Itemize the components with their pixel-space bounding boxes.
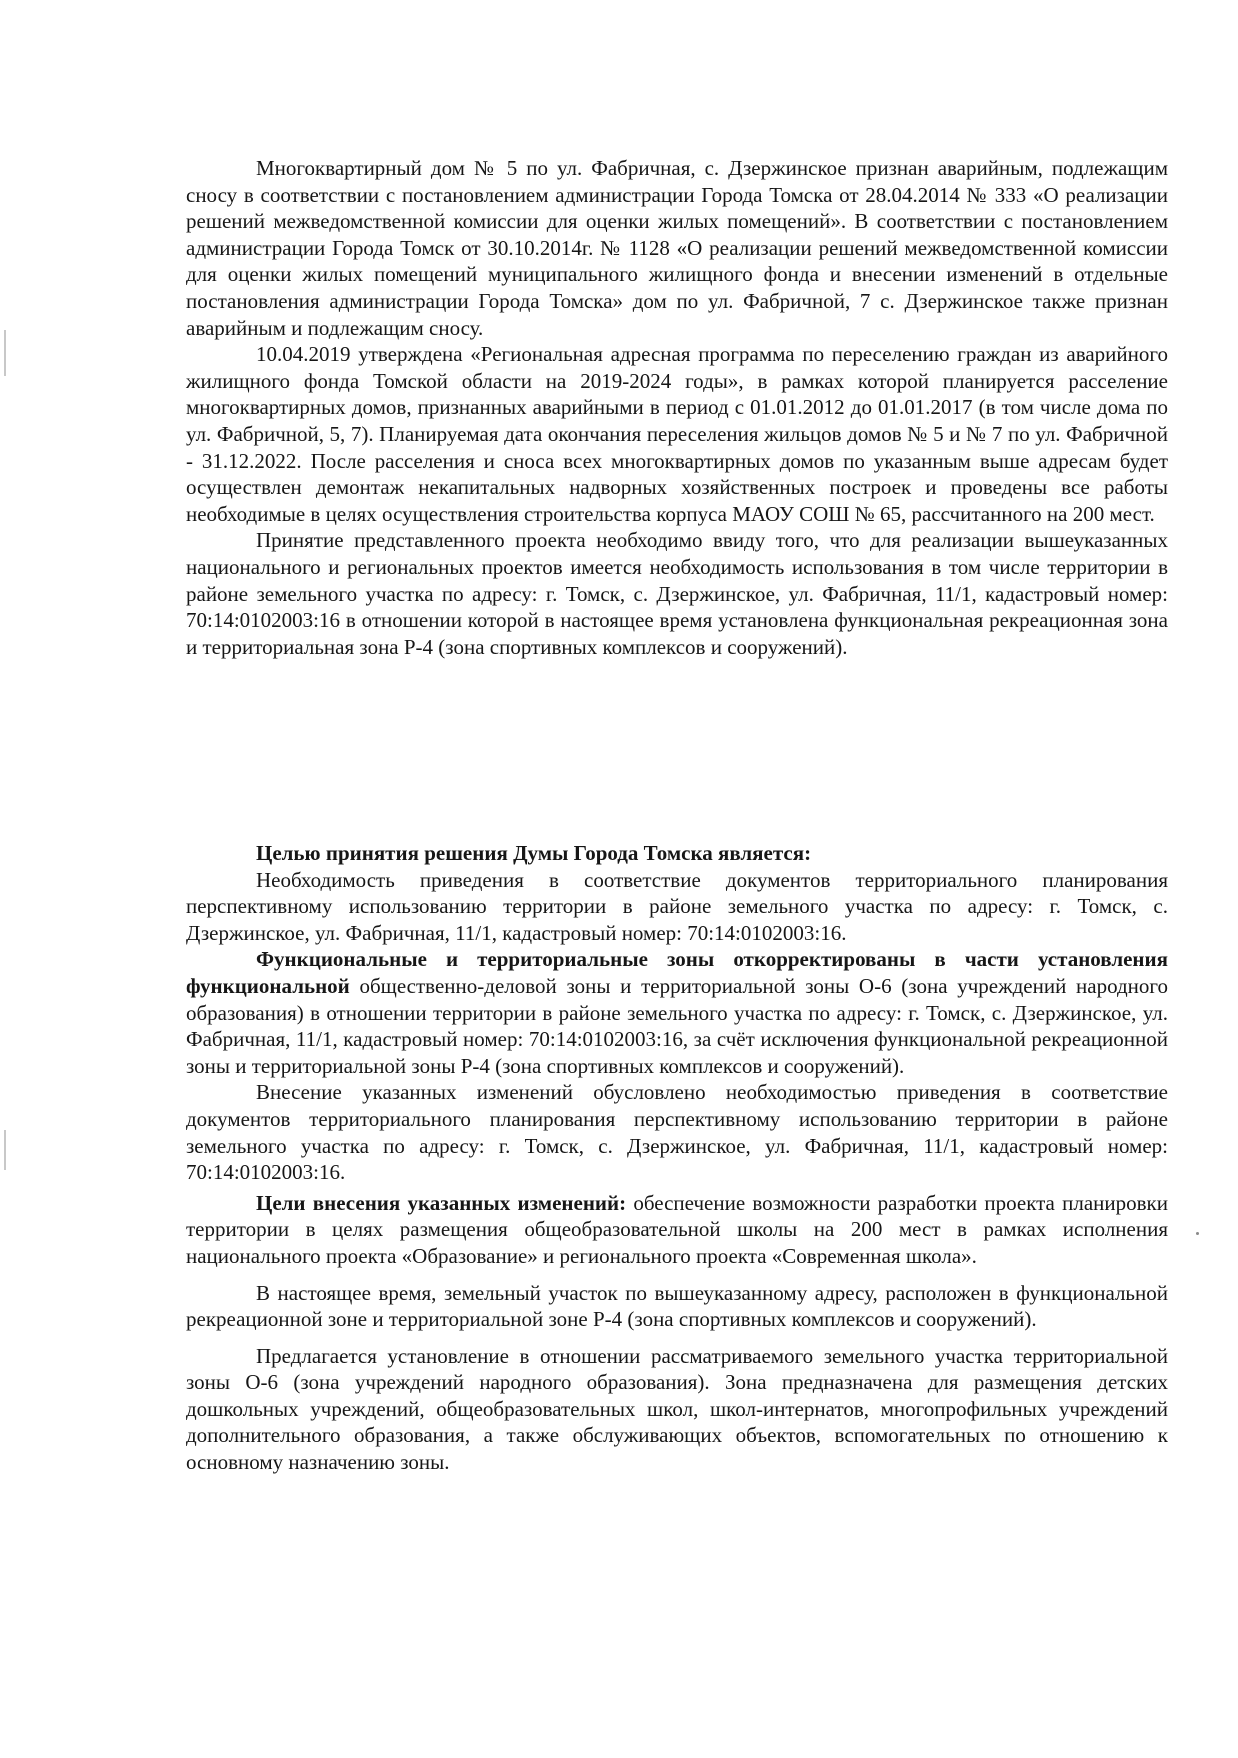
- paragraph-goals-rest: обеспечение возможности разработки проекта планировки территории в целях размещения общеобразовательной школы на 200 мест в рамках исполнения национального проекта «Образование» и регионального проекта «Современная школа».: [186, 1190, 1168, 1268]
- paragraph-necessity: Необходимость приведения в соответствие документов территориального планирования перспективному использованию территории в районе земельного участка по адресу: г. Томск, с. Дзержинское, ул. Фабричная, 11/1, кадастровый номер: 70:14:0102003:16.: [186, 867, 1168, 945]
- paragraph-goals: [186, 1190, 1168, 1270]
- paragraph-zones-bold: Функциональные и территориальные зоны откорректированы в части установления функциональной: [186, 947, 1168, 998]
- paragraph-zones-rest: общественно-деловой зоны и территориальной зоны О-6 (зона учреждений народного образования) в отношении территории в районе земельного участка по адресу: г. Томск, с. Дзержинское, ул. Фабричная, 11/1, кадастровый номер: 70:14:0102003:16, за счёт исключения функциональной рекреационной зоны и территориальной зоны Р-4 (зона спортивных комплексов и сооружений).: [186, 973, 1168, 1078]
- paragraph-goals-bold: Цели внесения указанных изменений:: [256, 1190, 627, 1215]
- paragraph-proposal: Предлагается установление в отношении рассматриваемого земельного участка территориальной зоны О-6 (зона учреждений народного образования). Зона предназначена для размещения детских дошкольных учреждений, общеобразовательных школ, школ-интернатов, многопрофильных учреждений дополнительного образования, а также обслуживающих объектов, вспомогательных по отношению к основному назначению зоны.: [186, 1343, 1168, 1475]
- paragraph-changes: Внесение указанных изменений обусловлено необходимостью приведения в соответствие документов территориального планирования перспективному использованию территории в районе земельного участка по адресу: г. Томск, с. Дзержинское, ул. Фабричная, 11/1, кадастровый номер: 70:14:0102003:16.: [186, 1080, 1168, 1185]
- paragraph-zones: [186, 946, 1168, 1079]
- scan-edge-mark: [4, 330, 6, 376]
- paragraph-resettlement-program: 10.04.2019 утверждена «Региональная адресная программа по переселению граждан из аварийного жилищного фонда Томской области на 2019-2024 годы», в рамках которой планируется расселение многоквартирных домов, признанных аварийными в период с 01.01.2012 до 01.01.2017 (в том числе дома по ул. Фабричной, 5, 7). Планируемая дата окончания переселения жильцов домов № 5 и № 7 по ул. Фабричной - 31.12.2022. После расселения и сноса всех многоквартирных домов по указанным выше адресам будет осуществлен демонтаж некапитальных надворных хозяйственных построек и проведены все работы необходимые в целях осуществления строительства корпуса МАОУ СОШ № 65, рассчитанного на 200 мест.: [186, 342, 1168, 526]
- scan-dust-mark: [1196, 1232, 1199, 1235]
- paragraph-project-necessity: Принятие представленного проекта необходимо ввиду того, что для реализации вышеуказанных национального и региональных проектов имеется необходимость использования в том числе территории в районе земельного участка по адресу: г. Томск, с. Дзержинское, ул. Фабричная, 11/1, кадастровый номер: 70:14:0102003:16 в отношении которой в настоящее время установлена функциональная рекреационная зона и территориальная зона Р-4 (зона спортивных комплексов и сооружений).: [186, 528, 1168, 659]
- paragraph-emergency-house: Многоквартирный дом № 5 по ул. Фабричная, с. Дзержинское признан аварийным, подлежащим сносу в соответствии с постановлением администрации Города Томска от 28.04.2014 № 333 «О реализации решений межведомственной комиссии для оценки жилых помещений». В соответствии с постановлением администрации Города Томск от 30.10.2014г. № 1128 «О реализации решений межведомственной комиссии для оценки жилых помещений муниципального жилищного фонда и внесении изменений в отдельные постановления администрации Города Томска» дом по ул. Фабричной, 7 с. Дзержинское также признан аварийным и подлежащим сносу.: [186, 156, 1168, 340]
- section-heading: Целью принятия решения Думы Города Томска является:: [256, 841, 812, 865]
- paragraph-current-state: В настоящее время, земельный участок по вышеуказанному адресу, расположен в функциональной рекреационной зоне и территориальной зоне Р-4 (зона спортивных комплексов и сооружений).: [186, 1280, 1168, 1332]
- document-body-top: [186, 155, 1168, 660]
- scan-edge-mark: [4, 1130, 6, 1170]
- document-body-bottom: [186, 840, 1168, 1476]
